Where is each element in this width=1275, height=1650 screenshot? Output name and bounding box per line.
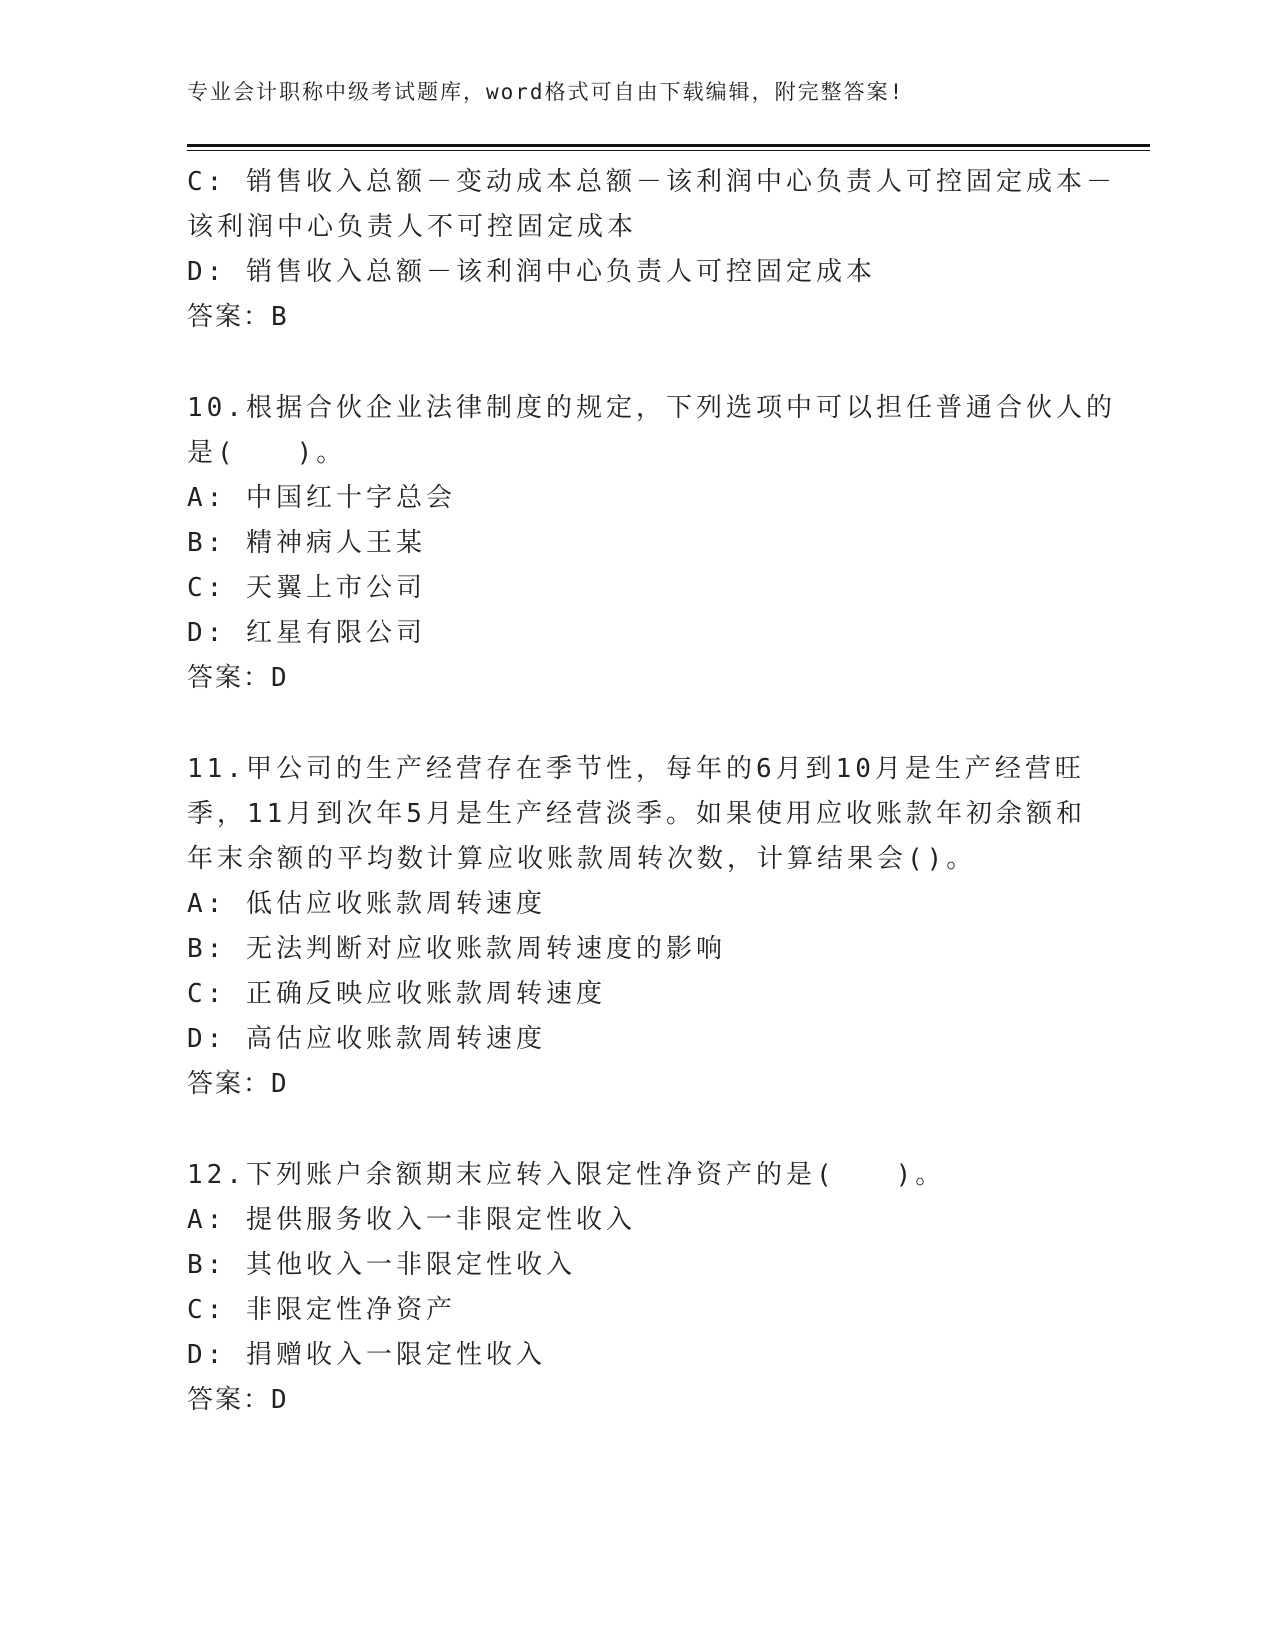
option-d: D: 销售收入总额－该利润中心负责人可控固定成本 xyxy=(187,257,876,287)
answer-label: 答案：D xyxy=(187,663,289,693)
question-stem-continued: 季，11月到次年5月是生产经营淡季。如果使用应收账款年初余额和 xyxy=(187,799,1086,829)
option-b: B: 无法判断对应收账款周转速度的影响 xyxy=(187,934,726,964)
option-c: C: 天翼上市公司 xyxy=(187,573,426,603)
question-12-block xyxy=(187,1153,1087,1423)
question-10-block xyxy=(187,386,1116,701)
answer-label: 答案：D xyxy=(187,1385,289,1415)
header-divider xyxy=(187,144,1150,151)
prev-question-block xyxy=(187,160,1116,340)
option-a: A: 中国红十字总会 xyxy=(187,483,456,513)
question-stem-continued: 是( )。 xyxy=(187,438,347,468)
question-stem: 12.下列账户余额期末应转入限定性净资产的是( )。 xyxy=(187,1160,946,1190)
option-c: C: 正确反映应收账款周转速度 xyxy=(187,979,606,1009)
option-b: B: 其他收入一非限定性收入 xyxy=(187,1250,576,1280)
option-c: C: 非限定性净资产 xyxy=(187,1295,456,1325)
page-header: 专业会计职称中级考试题库，word格式可自由下载编辑，附完整答案! xyxy=(187,80,905,104)
question-11-block xyxy=(187,747,1087,1107)
option-d: D: 红星有限公司 xyxy=(187,618,426,648)
option-a: A: 低估应收账款周转速度 xyxy=(187,889,546,919)
question-content xyxy=(187,160,1116,1423)
question-stem: 10.根据合伙企业法律制度的规定，下列选项中可以担任普通合伙人的 xyxy=(187,393,1116,423)
question-stem: 11.甲公司的生产经营存在季节性，每年的6月到10月是生产经营旺 xyxy=(187,754,1085,784)
option-d: D: 捐赠收入一限定性收入 xyxy=(187,1340,546,1370)
answer-label: 答案：D xyxy=(187,1069,289,1099)
question-stem-continued: 年末余额的平均数计算应收账款周转次数，计算结果会()。 xyxy=(187,844,977,874)
answer-label: 答案：B xyxy=(187,302,289,332)
option-a: A: 提供服务收入一非限定性收入 xyxy=(187,1205,636,1235)
option-c-continued: 该利润中心负责人不可控固定成本 xyxy=(187,212,638,242)
option-b: B: 精神病人王某 xyxy=(187,528,426,558)
option-c: C: 销售收入总额－变动成本总额－该利润中心负责人可控固定成本－ xyxy=(187,167,1116,197)
option-d: D: 高估应收账款周转速度 xyxy=(187,1024,546,1054)
